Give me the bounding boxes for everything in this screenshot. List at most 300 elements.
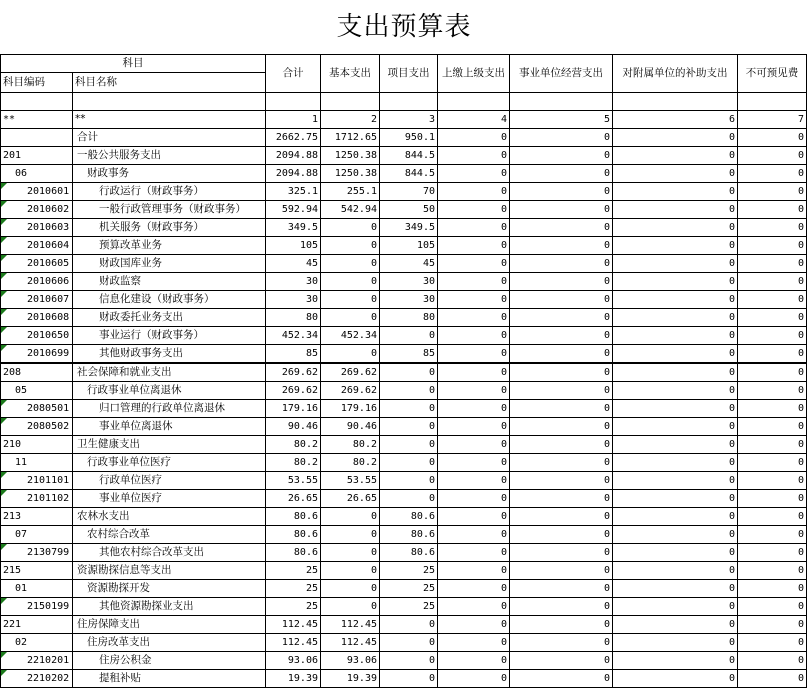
table-row xyxy=(1,490,807,508)
error-indicator-icon xyxy=(1,309,7,315)
amount-cell: 0 xyxy=(738,490,807,508)
code-header: 科目编码 xyxy=(1,73,73,93)
subject-code-cell xyxy=(1,382,73,400)
amount-cell: 0 xyxy=(438,400,510,418)
error-indicator-icon xyxy=(1,598,7,604)
subject-name: 行政事业单位离退休 xyxy=(73,382,266,400)
amount-cell: 0 xyxy=(510,490,613,508)
amount-cell: 0 xyxy=(510,327,613,345)
budget-table xyxy=(0,54,807,688)
amount-cell: 0 xyxy=(510,382,613,400)
subject-name: 农村综合改革 xyxy=(73,526,266,544)
amount-cell: 452.34 xyxy=(321,327,380,345)
subject-code-cell xyxy=(1,309,73,327)
amount-cell: 0 xyxy=(510,436,613,454)
subject-name: 提租补贴 xyxy=(73,670,266,688)
amount-cell: 0 xyxy=(510,255,613,273)
amount-cell: 80 xyxy=(380,309,438,327)
subject-code: 2010602 xyxy=(27,204,70,215)
subject-name: 其他财政事务支出 xyxy=(73,345,266,364)
amount-cell: 0 xyxy=(438,129,510,147)
amount-cell: 1250.38 xyxy=(321,147,380,165)
amount-cell: 0 xyxy=(613,165,738,183)
amount-cell: 0 xyxy=(380,436,438,454)
amount-cell: 0 xyxy=(321,309,380,327)
amount-cell: 0 xyxy=(438,291,510,309)
amount-cell: 0 xyxy=(738,508,807,526)
subject-code: 06 xyxy=(15,168,28,179)
amount-cell: 0 xyxy=(510,273,613,291)
amount-cell: 0 xyxy=(380,382,438,400)
page-title: 支出预算表 xyxy=(336,12,472,42)
amount-cell: 105 xyxy=(266,237,321,255)
subject-code: 2010601 xyxy=(27,186,70,197)
table-row xyxy=(1,219,807,237)
amount-cell: 30 xyxy=(266,291,321,309)
amount-cell: 80.6 xyxy=(380,508,438,526)
amount-cell: 0 xyxy=(321,508,380,526)
subject-name: 资源勘探开发 xyxy=(73,580,266,598)
amount-cell: 349.5 xyxy=(266,219,321,237)
subject-name: 事业单位离退休 xyxy=(73,418,266,436)
subject-name: 行政单位医疗 xyxy=(73,472,266,490)
table-row xyxy=(1,562,807,580)
column-header: 上缴上级支出 xyxy=(438,55,510,93)
amount-cell: 0 xyxy=(438,273,510,291)
blank-cell xyxy=(438,93,510,111)
amount-cell: 70 xyxy=(380,183,438,201)
amount-cell: 255.1 xyxy=(321,183,380,201)
table-row xyxy=(1,508,807,526)
amount-cell: 0 xyxy=(738,580,807,598)
subject-code: 2080501 xyxy=(27,403,70,414)
index-value: 2 xyxy=(321,111,380,129)
amount-cell: 0 xyxy=(613,327,738,345)
error-indicator-icon xyxy=(1,418,7,424)
amount-cell: 0 xyxy=(738,652,807,670)
amount-cell: 0 xyxy=(438,309,510,327)
amount-cell: 0 xyxy=(738,526,807,544)
subject-code: 210 xyxy=(3,439,22,450)
subject-header: 科目 xyxy=(1,55,266,73)
amount-cell: 0 xyxy=(613,454,738,472)
amount-cell: 0 xyxy=(510,291,613,309)
amount-cell: 0 xyxy=(380,400,438,418)
amount-cell: 112.45 xyxy=(266,616,321,634)
amount-cell: 0 xyxy=(738,165,807,183)
amount-cell: 0 xyxy=(738,472,807,490)
subject-code-cell xyxy=(1,490,73,508)
amount-cell: 80.2 xyxy=(266,436,321,454)
amount-cell: 0 xyxy=(321,273,380,291)
amount-cell: 0 xyxy=(738,616,807,634)
amount-cell: 25 xyxy=(380,580,438,598)
subject-code: 11 xyxy=(15,457,28,468)
amount-cell: 2662.75 xyxy=(266,129,321,147)
amount-cell: 0 xyxy=(380,634,438,652)
amount-cell: 0 xyxy=(613,255,738,273)
amount-cell: 0 xyxy=(738,309,807,327)
amount-cell: 325.1 xyxy=(266,183,321,201)
subject-code-cell xyxy=(1,165,73,183)
amount-cell: 0 xyxy=(613,147,738,165)
blank-cell xyxy=(321,93,380,111)
amount-cell: 0 xyxy=(738,219,807,237)
column-header: 对附属单位的补助支出 xyxy=(613,55,738,93)
subject-code-cell xyxy=(1,147,73,165)
amount-cell: 25 xyxy=(266,598,321,616)
amount-cell: 0 xyxy=(510,562,613,580)
subject-code: 201 xyxy=(3,150,22,161)
subject-code: 2010699 xyxy=(27,348,70,359)
amount-cell: 0 xyxy=(738,436,807,454)
amount-cell: 0 xyxy=(613,201,738,219)
error-indicator-icon xyxy=(1,183,7,189)
subject-code-cell xyxy=(1,598,73,616)
subject-name: 卫生健康支出 xyxy=(73,436,266,454)
amount-cell: 0 xyxy=(438,165,510,183)
amount-cell: 0 xyxy=(438,670,510,688)
subject-code: 215 xyxy=(3,565,22,576)
amount-cell: 26.65 xyxy=(321,490,380,508)
table-row xyxy=(1,201,807,219)
amount-cell: 0 xyxy=(613,652,738,670)
amount-cell: 30 xyxy=(380,273,438,291)
amount-cell: 0 xyxy=(613,634,738,652)
amount-cell: 0 xyxy=(438,544,510,562)
subject-code: 2010606 xyxy=(27,276,70,287)
subject-code-cell xyxy=(1,508,73,526)
amount-cell: 0 xyxy=(510,165,613,183)
amount-cell: 0 xyxy=(438,490,510,508)
blank-cell xyxy=(266,93,321,111)
table-row xyxy=(1,598,807,616)
error-indicator-icon xyxy=(1,490,7,496)
amount-cell: 0 xyxy=(510,147,613,165)
amount-cell: 0 xyxy=(438,418,510,436)
subject-name: 财政事务 xyxy=(73,165,266,183)
subject-code-cell xyxy=(1,526,73,544)
subject-code: 2080502 xyxy=(27,421,70,432)
blank-cell xyxy=(1,93,73,111)
index-value: 4 xyxy=(438,111,510,129)
subject-code: 2150199 xyxy=(27,601,70,612)
amount-cell: 1712.65 xyxy=(321,129,380,147)
amount-cell: 844.5 xyxy=(380,147,438,165)
amount-cell: 0 xyxy=(738,255,807,273)
amount-cell: 0 xyxy=(613,670,738,688)
subject-code: 2010604 xyxy=(27,240,70,251)
amount-cell: 0 xyxy=(738,273,807,291)
amount-cell: 0 xyxy=(438,616,510,634)
amount-cell: 0 xyxy=(738,183,807,201)
error-indicator-icon xyxy=(1,291,7,297)
amount-cell: 85 xyxy=(266,345,321,364)
amount-cell: 0 xyxy=(738,382,807,400)
amount-cell: 0 xyxy=(613,219,738,237)
amount-cell: 80.6 xyxy=(266,508,321,526)
amount-cell: 349.5 xyxy=(380,219,438,237)
amount-cell: 0 xyxy=(438,382,510,400)
subject-code-cell xyxy=(1,183,73,201)
amount-cell: 0 xyxy=(510,670,613,688)
subject-name: 一般行政管理事务（财政事务） xyxy=(73,201,266,219)
error-indicator-icon xyxy=(1,237,7,243)
amount-cell: 269.62 xyxy=(321,382,380,400)
amount-cell: 0 xyxy=(510,129,613,147)
amount-cell: 112.45 xyxy=(321,634,380,652)
amount-cell: 30 xyxy=(380,291,438,309)
amount-cell: 0 xyxy=(738,400,807,418)
amount-cell: 50 xyxy=(380,201,438,219)
subject-name: 行政事业单位医疗 xyxy=(73,454,266,472)
amount-cell: 0 xyxy=(438,454,510,472)
amount-cell: 269.62 xyxy=(266,363,321,382)
amount-cell: 0 xyxy=(510,652,613,670)
subject-code-cell xyxy=(1,652,73,670)
amount-cell: 269.62 xyxy=(321,363,380,382)
table-row xyxy=(1,616,807,634)
subject-code: 221 xyxy=(3,619,22,630)
subject-code: 208 xyxy=(3,367,22,378)
amount-cell: 0 xyxy=(738,327,807,345)
amount-cell: 0 xyxy=(380,363,438,382)
amount-cell: 0 xyxy=(613,291,738,309)
subject-name: 社会保障和就业支出 xyxy=(73,363,266,382)
subject-code: 01 xyxy=(15,583,28,594)
amount-cell: 0 xyxy=(380,652,438,670)
amount-cell: 0 xyxy=(321,580,380,598)
subject-code: 2210201 xyxy=(27,655,70,666)
amount-cell: 0 xyxy=(738,544,807,562)
amount-cell: 179.16 xyxy=(321,400,380,418)
column-header: 项目支出 xyxy=(380,55,438,93)
amount-cell: 0 xyxy=(613,472,738,490)
amount-cell: 0 xyxy=(510,400,613,418)
amount-cell: 0 xyxy=(438,201,510,219)
subject-code: 07 xyxy=(15,529,28,540)
table-row xyxy=(1,363,807,382)
amount-cell: 53.55 xyxy=(266,472,321,490)
subject-name: 住房保障支出 xyxy=(73,616,266,634)
amount-cell: 93.06 xyxy=(321,652,380,670)
amount-cell: 0 xyxy=(613,345,738,364)
table-row xyxy=(1,544,807,562)
table-row xyxy=(1,291,807,309)
index-value: 7 xyxy=(738,111,807,129)
amount-cell: 0 xyxy=(613,544,738,562)
table-row xyxy=(1,129,807,147)
amount-cell: 80.6 xyxy=(266,526,321,544)
amount-cell: 19.39 xyxy=(321,670,380,688)
subject-name: 财政监察 xyxy=(73,273,266,291)
subject-code-cell xyxy=(1,454,73,472)
amount-cell: 542.94 xyxy=(321,201,380,219)
subject-code-cell xyxy=(1,273,73,291)
amount-cell: 0 xyxy=(321,598,380,616)
subject-name: 事业单位医疗 xyxy=(73,490,266,508)
subject-code: 2210202 xyxy=(27,673,70,684)
amount-cell: 269.62 xyxy=(266,382,321,400)
amount-cell: 1250.38 xyxy=(321,165,380,183)
subject-code: 2010603 xyxy=(27,222,70,233)
subject-code-cell xyxy=(1,634,73,652)
subject-code-cell xyxy=(1,327,73,345)
amount-cell: 844.5 xyxy=(380,165,438,183)
amount-cell: 0 xyxy=(613,400,738,418)
index-row xyxy=(1,111,807,129)
amount-cell: 0 xyxy=(613,490,738,508)
amount-cell: 0 xyxy=(438,327,510,345)
amount-cell: 25 xyxy=(266,580,321,598)
amount-cell: 0 xyxy=(380,616,438,634)
amount-cell: 0 xyxy=(613,363,738,382)
blank-cell xyxy=(380,93,438,111)
amount-cell: 0 xyxy=(613,129,738,147)
amount-cell: 53.55 xyxy=(321,472,380,490)
amount-cell: 0 xyxy=(438,237,510,255)
subject-name: 资源勘探信息等支出 xyxy=(73,562,266,580)
table-row xyxy=(1,273,807,291)
amount-cell: 0 xyxy=(321,255,380,273)
amount-cell: 0 xyxy=(738,454,807,472)
subject-code-cell xyxy=(1,129,73,147)
table-row xyxy=(1,255,807,273)
error-indicator-icon xyxy=(1,345,7,351)
subject-name: 机关服务（财政事务） xyxy=(73,219,266,237)
index-value: 5 xyxy=(510,111,613,129)
subject-code-cell xyxy=(1,219,73,237)
amount-cell: 0 xyxy=(613,418,738,436)
amount-cell: 0 xyxy=(510,472,613,490)
amount-cell: 80.2 xyxy=(321,436,380,454)
table-row xyxy=(1,237,807,255)
table-row xyxy=(1,327,807,345)
subject-name: 住房改革支出 xyxy=(73,634,266,652)
table-row xyxy=(1,454,807,472)
table-row xyxy=(1,436,807,454)
amount-cell: 0 xyxy=(613,309,738,327)
error-indicator-icon xyxy=(1,670,7,676)
table-row xyxy=(1,183,807,201)
subject-name: 信息化建设（财政事务） xyxy=(73,291,266,309)
amount-cell: 0 xyxy=(510,201,613,219)
subject-code-cell xyxy=(1,400,73,418)
error-indicator-icon xyxy=(1,201,7,207)
amount-cell: 0 xyxy=(738,598,807,616)
table-row xyxy=(1,147,807,165)
amount-cell: 0 xyxy=(380,327,438,345)
amount-cell: 19.39 xyxy=(266,670,321,688)
error-indicator-icon xyxy=(1,544,7,550)
amount-cell: 0 xyxy=(510,598,613,616)
amount-cell: 0 xyxy=(321,562,380,580)
amount-cell: 0 xyxy=(380,490,438,508)
amount-cell: 112.45 xyxy=(266,634,321,652)
amount-cell: 0 xyxy=(613,382,738,400)
blank-cell xyxy=(613,93,738,111)
subject-code-cell xyxy=(1,616,73,634)
amount-cell: 0 xyxy=(510,345,613,364)
subject-name: 其他资源勘探业支出 xyxy=(73,598,266,616)
amount-cell: 0 xyxy=(380,454,438,472)
amount-cell: 0 xyxy=(510,454,613,472)
amount-cell: 0 xyxy=(738,562,807,580)
amount-cell: 0 xyxy=(613,508,738,526)
column-header: 基本支出 xyxy=(321,55,380,93)
subject-name: 事业运行（财政事务） xyxy=(73,327,266,345)
subject-code-cell xyxy=(1,562,73,580)
subject-name: 行政运行（财政事务） xyxy=(73,183,266,201)
amount-cell: 0 xyxy=(738,237,807,255)
subject-name: 财政国库业务 xyxy=(73,255,266,273)
amount-cell: 45 xyxy=(266,255,321,273)
amount-cell: 0 xyxy=(510,237,613,255)
table-row xyxy=(1,400,807,418)
amount-cell: 0 xyxy=(380,670,438,688)
amount-cell: 0 xyxy=(321,237,380,255)
amount-cell: 0 xyxy=(510,544,613,562)
table-row xyxy=(1,345,807,364)
amount-cell: 0 xyxy=(438,345,510,364)
table-row xyxy=(1,382,807,400)
amount-cell: 80.2 xyxy=(266,454,321,472)
subject-code: 05 xyxy=(15,385,28,396)
subject-code: 2010605 xyxy=(27,258,70,269)
table-row xyxy=(1,652,807,670)
amount-cell: 0 xyxy=(613,580,738,598)
amount-cell: 0 xyxy=(438,363,510,382)
amount-cell: 0 xyxy=(738,147,807,165)
subject-code-cell xyxy=(1,291,73,309)
table-row xyxy=(1,309,807,327)
amount-cell: 80.2 xyxy=(321,454,380,472)
table-row xyxy=(1,580,807,598)
amount-cell: 0 xyxy=(438,183,510,201)
column-header: 合计 xyxy=(266,55,321,93)
subject-code-cell xyxy=(1,237,73,255)
subject-code: 213 xyxy=(3,511,22,522)
subject-code-cell xyxy=(1,580,73,598)
amount-cell: 0 xyxy=(510,526,613,544)
amount-cell: 0 xyxy=(510,183,613,201)
amount-cell: 85 xyxy=(380,345,438,364)
amount-cell: 0 xyxy=(738,291,807,309)
subject-name: 财政委托业务支出 xyxy=(73,309,266,327)
index-name: ** xyxy=(73,111,266,129)
amount-cell: 0 xyxy=(438,562,510,580)
amount-cell: 0 xyxy=(438,472,510,490)
amount-cell: 0 xyxy=(510,363,613,382)
amount-cell: 0 xyxy=(321,526,380,544)
column-header: 不可预见费 xyxy=(738,55,807,93)
amount-cell: 0 xyxy=(438,436,510,454)
amount-cell: 0 xyxy=(438,652,510,670)
subject-name: 归口管理的行政单位离退休 xyxy=(73,400,266,418)
amount-cell: 0 xyxy=(438,634,510,652)
subject-code: 2010650 xyxy=(27,330,70,341)
error-indicator-icon xyxy=(1,273,7,279)
amount-cell: 0 xyxy=(438,255,510,273)
amount-cell: 0 xyxy=(510,634,613,652)
subject-code-cell xyxy=(1,345,73,364)
amount-cell: 0 xyxy=(613,562,738,580)
amount-cell: 112.45 xyxy=(321,616,380,634)
amount-cell: 105 xyxy=(380,237,438,255)
amount-cell: 0 xyxy=(738,363,807,382)
blank-cell xyxy=(738,93,807,111)
amount-cell: 0 xyxy=(321,544,380,562)
